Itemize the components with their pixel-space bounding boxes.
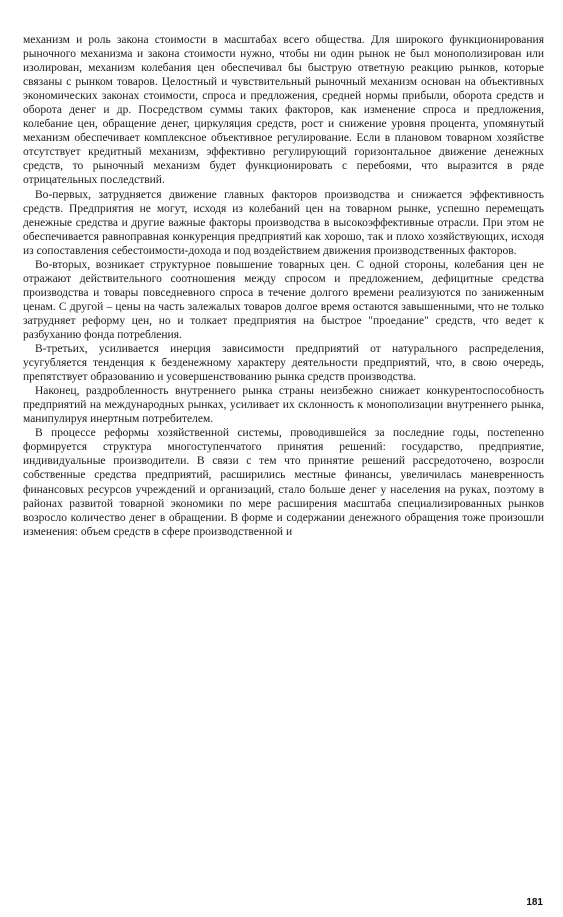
paragraph-1: механизм и роль закона стоимости в масштабах всего общества. Для широкого функционирования рыночного механизма и закона стоимости нужно, чтобы ни один рынок не был монополизирован или изолирован, механизм колебания цен обеспечивал бы быструю ответную реакцию рынков, которые связаны с рынком товаров. Целостный и чувствительный рыночный механизм основан на объективных экономических законах стоимости, спроса и предложения, средней нормы прибыли, оборота средств и оборота денег и др. Посредством суммы таких факторов, как изменение спроса и предложения, колебание цен, обращение денег, циркуляция средств, рост и снижение уровня процента, упомянутый механизм обеспечивает комплексное объективное регулирование. Если в плановом товарном хозяйстве отсутствует кредитный механизм, эффективно регулирующий горизонтальное движение денежных средств, то рыночный механизм будет функционировать с перебоями, что выразится в ряде отрицательных последствий. (23, 34, 544, 187)
paragraph-6: В процессе реформы хозяйственной системы, проводившейся за последние годы, постепенно формируется структура многоступенчатого принятия решений: государство, предприятие, индивидуальные производители. В связи с тем что принятие решений рассредоточено, возросли собственные средства предприятий, расширились местные финансы, увеличилась маневренность финансовых ресурсов учреждений и организаций, стало больше денег у населения на руках, поэтому в районах развитой товарной экономики по мере расширения масштаба специализированных рынков возросло количество денег в обращении. В форме и содержании денежного обращения тоже произошли изменения: объем средств в сфере производственной и (23, 427, 544, 538)
page-number: 181 (526, 897, 543, 908)
paragraph-4: В-третьих, усиливается инерция зависимости предприятий от натурального распределения, усугубляется тенденция к безденежному характеру деятельности предприятий, что, в свою очередь, препятствует образованию и усовершенствованию рынка средств производства. (23, 343, 544, 384)
body-text (23, 33, 544, 539)
paragraph-2: Во-первых, затрудняется движение главных факторов производства и снижается эффективность средств. Предприятия не могут, исходя из колебаний цен на товарном рынке, успешно перемещать денежные средства и другие важные факторы производства в высокоэффективные отрасли. При этом не обеспечивается равноправная конкуренция предприятий как хорошо, так и плохо хозяйствующих, исходя из сопоставления себестоимости-дохода и под воздействием движения производственных факторов. (23, 188, 544, 257)
paragraph-5: Наконец, раздробленность внутреннего рынка страны неизбежно снижает конкурентоспособность предприятий на международных рынках, усиливает их склонность к монополизации внутреннего рынка, манипулируя инертным потребителем. (23, 385, 544, 426)
paragraph-3: Во-вторых, возникает структурное повышение товарных цен. С одной стороны, колебания цен не отражают действительного соотношения между спросом и предложением, дефицитные средства производства и товары повседневного спроса в течение долгого времени реализуются по заниженным ценам. С другой – цены на часть залежалых товаров долгое время остаются завышенными, что не только затрудняет реформу цен, но и толкает предприятия на быстрое "проедание" средств, что ведет к разбуханию фонда потребления. (23, 258, 544, 341)
